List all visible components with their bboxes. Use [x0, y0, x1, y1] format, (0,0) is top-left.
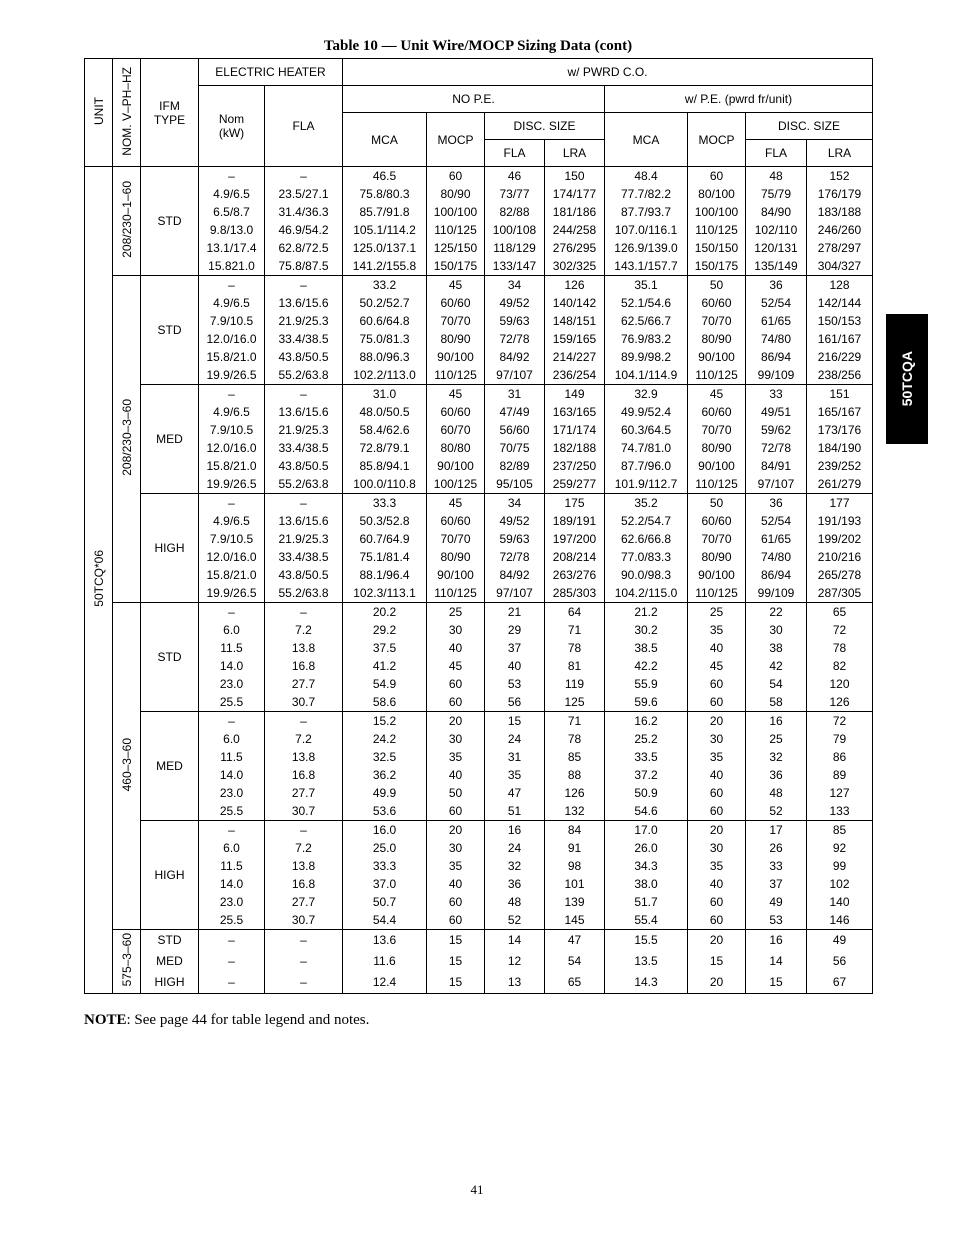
- ifm-type-cell: HIGH: [141, 821, 199, 930]
- data-cell: 16 14 15: [746, 930, 807, 994]
- data-cell: 36 52/54 61/65 74/80 86/94 99/109: [746, 276, 807, 385]
- voltage-cell: 208/230–3–60: [113, 276, 141, 603]
- data-cell: 46 73/77 82/88 100/108 118/129 133/147: [485, 167, 545, 276]
- data-cell: 34 49/52 59/63 72/78 84/92 97/107: [485, 276, 545, 385]
- data-cell: – 4.9/6.5 7.9/10.5 12.0/16.0 15.8/21.0 19.9/26.5: [199, 385, 265, 494]
- data-cell: 48.4 77.7/82.2 87.7/93.7 107.0/116.1 126.9/139.0 143.1/157.7: [605, 167, 688, 276]
- ifm-type-cell: MED: [141, 712, 199, 821]
- data-cell: 17 26 33 37 49 53: [746, 821, 807, 930]
- nom-voltage-header: NOM. V–PH–HZ: [113, 59, 141, 167]
- table-row: [85, 385, 873, 494]
- data-cell: 175 189/191 197/200 208/214 263/276 285/303: [545, 494, 605, 603]
- data-cell: 149 163/165 171/174 182/188 237/250 259/277: [545, 385, 605, 494]
- data-cell: 72 79 86 89 127 133: [807, 712, 873, 821]
- ifm-type-cell: STD: [141, 276, 199, 385]
- data-cell: 47 54 65: [545, 930, 605, 994]
- data-cell: 35.2 52.2/54.7 62.6/66.8 77.0/83.3 90.0/98.3 104.2/115.0: [605, 494, 688, 603]
- data-cell: 25 35 40 45 60 60: [688, 603, 746, 712]
- data-cell: 31.0 48.0/50.5 58.4/62.6 72.8/79.1 85.8/94.1 100.0/110.8: [343, 385, 427, 494]
- data-cell: 128 142/144 150/153 161/167 216/229 238/256: [807, 276, 873, 385]
- section-tab: 50TCQA: [886, 314, 928, 444]
- data-cell: 45 60/60 70/70 80/90 90/100 110/125: [427, 494, 485, 603]
- data-cell: 85 92 99 102 140 146: [807, 821, 873, 930]
- table-row: [85, 712, 873, 821]
- data-cell: – 23.5/27.1 31.4/36.3 46.9/54.2 62.8/72.5 75.8/87.5: [265, 167, 343, 276]
- data-cell: 33.3 50.3/52.8 60.7/64.9 75.1/81.4 88.1/96.4 102.3/113.1: [343, 494, 427, 603]
- voltage-cell: 460–3–60: [113, 603, 141, 930]
- data-cell: 15.2 24.2 32.5 36.2 49.9 53.6: [343, 712, 427, 821]
- data-cell: – 4.9/6.5 7.9/10.5 12.0/16.0 15.8/21.0 19.9/26.5: [199, 494, 265, 603]
- voltage-cell: 208/230–1–60: [113, 167, 141, 276]
- data-cell: 36 52/54 61/65 74/80 86/94 99/109: [746, 494, 807, 603]
- data-cell: 65 72 78 82 120 126: [807, 603, 873, 712]
- data-cell: – 6.0 11.5 14.0 23.0 25.5: [199, 712, 265, 821]
- disc-size-header: DISC. SIZE: [746, 113, 873, 140]
- data-cell: 45 60/60 60/70 80/80 90/100 100/125: [427, 385, 485, 494]
- data-cell: 14 12 13: [485, 930, 545, 994]
- data-cell: – 13.6/15.6 21.9/25.3 33.4/38.5 43.8/50.5 55.2/63.8: [265, 385, 343, 494]
- data-cell: – 6.0 11.5 14.0 23.0 25.5: [199, 603, 265, 712]
- disc-lra-header: LRA: [545, 140, 605, 167]
- data-cell: 25 30 40 45 60 60: [427, 603, 485, 712]
- data-cell: 31 47/49 56/60 70/75 82/89 95/105: [485, 385, 545, 494]
- data-cell: 150 174/177 181/186 244/258 276/295 302/325: [545, 167, 605, 276]
- table-title: Table 10 — Unit Wire/MOCP Sizing Data (cont): [323, 38, 633, 54]
- data-cell: – 13.6/15.6 21.9/25.3 33.4/38.5 43.8/50.5 55.2/63.8: [265, 276, 343, 385]
- data-cell: 13.6 11.6 12.4: [343, 930, 427, 994]
- mocp-header: MOCP: [427, 113, 485, 167]
- table-row: [85, 276, 873, 385]
- table-row: [85, 930, 873, 994]
- with-pe-header: w/ P.E. (pwrd fr/unit): [605, 86, 873, 113]
- ifm-type-cell: STD: [141, 603, 199, 712]
- electric-heater-header: ELECTRIC HEATER: [199, 59, 343, 86]
- data-cell: – 4.9/6.5 7.9/10.5 12.0/16.0 15.8/21.0 19.9/26.5: [199, 276, 265, 385]
- ifm-type-cell: STD: [141, 167, 199, 276]
- nom-kw-header: Nom (kW): [199, 86, 265, 167]
- disc-lra-header: LRA: [807, 140, 873, 167]
- table-body: [85, 167, 873, 994]
- data-cell: 20 30 35 40 60 60: [427, 821, 485, 930]
- data-cell: 22 30 38 42 54 58: [746, 603, 807, 712]
- data-cell: 50 60/60 70/70 80/90 90/100 110/125: [688, 494, 746, 603]
- ifm-type-cell: HIGH: [141, 494, 199, 603]
- table-row: [85, 603, 873, 712]
- data-cell: – 6.0 11.5 14.0 23.0 25.5: [199, 821, 265, 930]
- data-cell: 151 165/167 173/176 184/190 239/252 261/279: [807, 385, 873, 494]
- data-cell: 15 24 31 35 47 51: [485, 712, 545, 821]
- data-cell: 20 30 35 40 50 60: [427, 712, 485, 821]
- table-row: [85, 821, 873, 930]
- ifm-type-cell: STD MED HIGH: [141, 930, 199, 994]
- data-cell: 84 91 98 101 139 145: [545, 821, 605, 930]
- no-pe-header: NO P.E.: [343, 86, 605, 113]
- data-cell: 32.9 49.9/52.4 60.3/64.5 74.7/81.0 87.7/96.0 101.9/112.7: [605, 385, 688, 494]
- data-cell: 17.0 26.0 34.3 38.0 51.7 55.4: [605, 821, 688, 930]
- data-cell: 50 60/60 70/70 80/90 90/100 110/125: [688, 276, 746, 385]
- data-cell: 20 30 35 40 60 60: [688, 821, 746, 930]
- data-cell: 45 60/60 70/70 80/90 90/100 110/125: [427, 276, 485, 385]
- data-cell: 20 15 20: [688, 930, 746, 994]
- data-cell: 126 140/142 148/151 159/165 214/227 236/254: [545, 276, 605, 385]
- mca-header: MCA: [605, 113, 688, 167]
- data-cell: 71 78 85 88 126 132: [545, 712, 605, 821]
- data-cell: 16 24 32 36 48 52: [485, 821, 545, 930]
- unit-cell: 50TCQ*06: [85, 167, 113, 994]
- disc-size-header: DISC. SIZE: [485, 113, 605, 140]
- data-cell: 48 75/79 84/90 102/110 120/131 135/149: [746, 167, 807, 276]
- data-cell: 49 56 67: [807, 930, 873, 994]
- data-cell: 60 80/90 100/100 110/125 125/150 150/175: [427, 167, 485, 276]
- data-cell: 64 71 78 81 119 125: [545, 603, 605, 712]
- data-cell: 60 80/100 100/100 110/125 150/150 150/175: [688, 167, 746, 276]
- data-cell: – 13.6/15.6 21.9/25.3 33.4/38.5 43.8/50.5 55.2/63.8: [265, 494, 343, 603]
- data-cell: 33.2 50.2/52.7 60.6/64.8 75.0/81.3 88.0/96.3 102.2/113.0: [343, 276, 427, 385]
- ifm-type-header: IFM TYPE: [141, 59, 199, 167]
- pwrd-co-header: w/ PWRD C.O.: [343, 59, 873, 86]
- data-cell: 16.2 25.2 33.5 37.2 50.9 54.6: [605, 712, 688, 821]
- mocp-header: MOCP: [688, 113, 746, 167]
- data-cell: 152 176/179 183/188 246/260 278/297 304/327: [807, 167, 873, 276]
- data-cell: – – –: [265, 930, 343, 994]
- wire-mocp-table: [84, 58, 873, 994]
- data-cell: – 7.2 13.8 16.8 27.7 30.7: [265, 603, 343, 712]
- page-number: 41: [470, 1182, 484, 1197]
- data-cell: 15.5 13.5 14.3: [605, 930, 688, 994]
- data-cell: 16.0 25.0 33.3 37.0 50.7 54.4: [343, 821, 427, 930]
- data-cell: 21 29 37 40 53 56: [485, 603, 545, 712]
- table-row: [85, 494, 873, 603]
- voltage-cell: 575–3–60: [113, 930, 141, 994]
- data-cell: – 7.2 13.8 16.8 27.7 30.7: [265, 712, 343, 821]
- data-cell: 21.2 30.2 38.5 42.2 55.9 59.6: [605, 603, 688, 712]
- table-note: NOTE: See page 44 for table legend and notes.: [84, 1012, 370, 1028]
- data-cell: 15 15 15: [427, 930, 485, 994]
- disc-fla-header: FLA: [746, 140, 807, 167]
- disc-fla-header: FLA: [485, 140, 545, 167]
- heater-fla-header: FLA: [265, 86, 343, 167]
- data-cell: 46.5 75.8/80.3 85.7/91.8 105.1/114.2 125.0/137.1 141.2/155.8: [343, 167, 427, 276]
- data-cell: 35.1 52.1/54.6 62.5/66.7 76.9/83.2 89.9/98.2 104.1/114.9: [605, 276, 688, 385]
- ifm-type-cell: MED: [141, 385, 199, 494]
- table-row: [85, 167, 873, 276]
- data-cell: 20 30 35 40 60 60: [688, 712, 746, 821]
- data-cell: 45 60/60 70/70 80/90 90/100 110/125: [688, 385, 746, 494]
- mca-header: MCA: [343, 113, 427, 167]
- data-cell: 16 25 32 36 48 52: [746, 712, 807, 821]
- data-cell: – 7.2 13.8 16.8 27.7 30.7: [265, 821, 343, 930]
- data-cell: 34 49/52 59/63 72/78 84/92 97/107: [485, 494, 545, 603]
- unit-header: UNIT: [85, 59, 113, 167]
- data-cell: 33 49/51 59/62 72/78 84/91 97/107: [746, 385, 807, 494]
- data-cell: – – –: [199, 930, 265, 994]
- data-cell: 177 191/193 199/202 210/216 265/278 287/305: [807, 494, 873, 603]
- data-cell: – 4.9/6.5 6.5/8.7 9.8/13.0 13.1/17.4 15.821.0: [199, 167, 265, 276]
- data-cell: 20.2 29.2 37.5 41.2 54.9 58.6: [343, 603, 427, 712]
